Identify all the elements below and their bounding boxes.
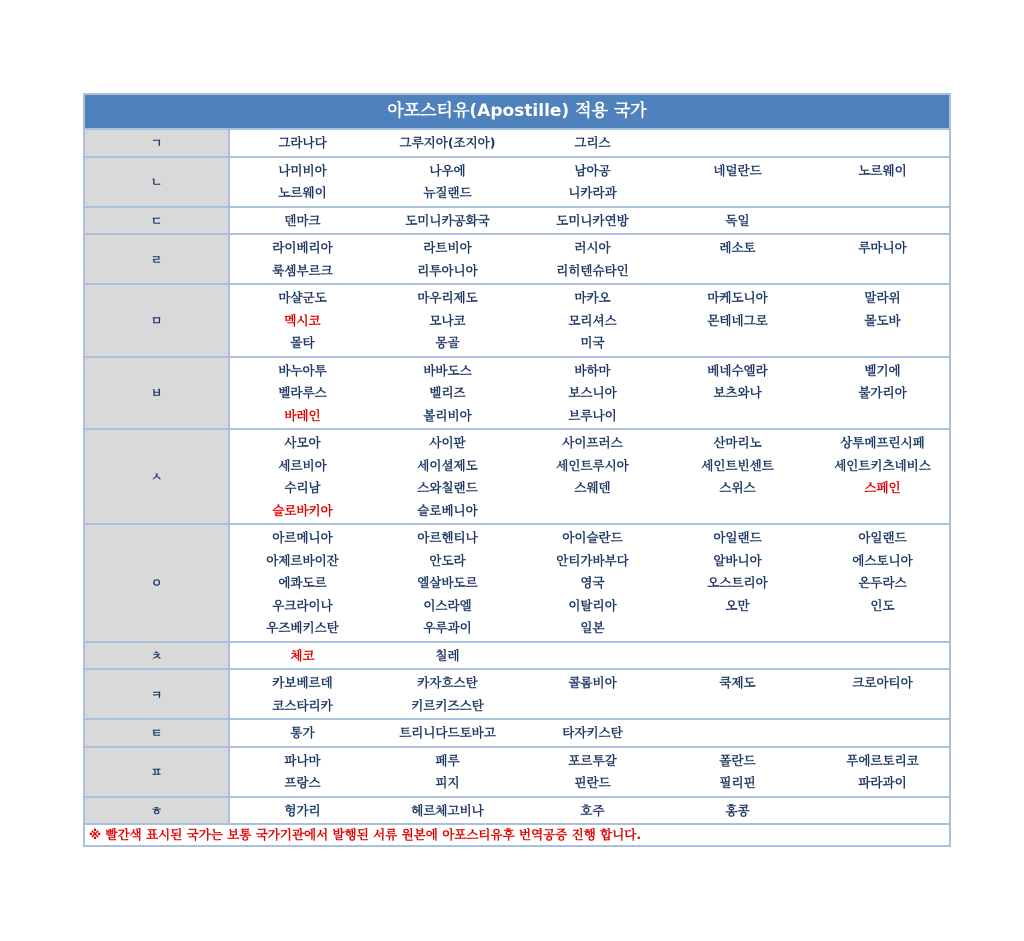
country-name: 프랑스 — [284, 775, 321, 791]
country-name: 크로아티아 — [852, 675, 913, 691]
country-name: 피지 — [435, 775, 460, 791]
country-name: 그라나다 — [278, 135, 327, 151]
country-name: 아일랜드 — [858, 530, 907, 546]
country-line — [230, 431, 955, 454]
country-name: 벨라루스 — [278, 385, 327, 401]
country-name: 일본 — [580, 620, 605, 636]
country-name: 아르헨티나 — [417, 530, 478, 546]
country-name: 리투아니아 — [417, 262, 478, 278]
consonant-label: ㅍ — [85, 748, 230, 796]
footnote: ※ 빨간색 표시된 국가는 보통 국가기관에서 발행된 서류 원본에 아포스티유후 번역공증 진행 합니다. — [89, 827, 642, 842]
country-name: 트리니다드토바고 — [399, 725, 496, 741]
country-name: 헝가리 — [284, 802, 321, 818]
country-name: 모리셔스 — [568, 312, 617, 328]
country-name: 홍콩 — [725, 802, 750, 818]
consonant-label: ㅂ — [85, 358, 230, 429]
country-name: 안티가바부다 — [556, 552, 629, 568]
country-name: 볼리비아 — [423, 407, 472, 423]
country-line — [230, 454, 955, 477]
country-name: 리히텐슈타인 — [556, 262, 629, 278]
country-name: 스와칠랜드 — [417, 480, 478, 496]
country-name: 세인트빈센트 — [701, 457, 774, 473]
country-line — [230, 359, 955, 382]
table-body — [85, 130, 949, 825]
country-line — [230, 571, 955, 594]
country-name: 남아공 — [574, 162, 611, 178]
country-name: 오만 — [725, 597, 750, 613]
country-name: 세인트키츠네비스 — [834, 457, 931, 473]
country-name: 브루나이 — [568, 407, 617, 423]
consonant-group-row — [85, 285, 949, 358]
country-name: 노르웨이 — [858, 162, 907, 178]
country-name: 파라과이 — [858, 775, 907, 791]
country-name: 노르웨이 — [278, 185, 327, 201]
country-line — [230, 159, 955, 182]
consonant-group-row — [85, 643, 949, 671]
country-name: 스웨덴 — [574, 480, 611, 496]
country-name: 몽골 — [435, 335, 460, 351]
country-line — [230, 286, 955, 309]
country-list — [230, 208, 949, 234]
country-list — [230, 643, 949, 669]
consonant-label: ㅎ — [85, 798, 230, 824]
consonant-group-row — [85, 720, 949, 748]
country-line — [230, 694, 955, 717]
country-name: 호주 — [580, 802, 605, 818]
consonant-group-row — [85, 158, 949, 208]
country-name: 라트비아 — [423, 240, 472, 256]
country-name: 엘살바도르 — [417, 575, 478, 591]
country-name: 룩셈부르크 — [272, 262, 333, 278]
consonant-group-row — [85, 798, 949, 826]
country-name: 통가 — [290, 725, 315, 741]
consonant-group-row — [85, 358, 949, 431]
country-name: 우루과이 — [423, 620, 472, 636]
country-name: 오스트리아 — [707, 575, 768, 591]
country-name: 뉴질랜드 — [423, 185, 472, 201]
country-name: 인도 — [870, 597, 895, 613]
consonant-group-row — [85, 430, 949, 525]
country-name: 스위스 — [719, 480, 756, 496]
country-name: 푸에르토리코 — [846, 752, 919, 768]
country-line — [230, 309, 955, 332]
country-line — [230, 799, 949, 822]
country-name: 수리남 — [284, 480, 321, 496]
country-name: 코스타리카 — [272, 697, 333, 713]
country-name: 베네수엘라 — [707, 362, 768, 378]
consonant-label: ㅅ — [85, 430, 230, 523]
consonant-label: ㅊ — [85, 643, 230, 669]
country-name: 이탈리아 — [568, 597, 617, 613]
country-list — [230, 670, 955, 718]
country-name: 상투메프린시페 — [840, 435, 925, 451]
country-name: 그리스 — [574, 135, 611, 151]
country-name: 사이판 — [429, 435, 466, 451]
consonant-group-row — [85, 748, 949, 798]
country-name: 에콰도르 — [278, 575, 327, 591]
country-name-highlighted: 슬로바키아 — [272, 502, 333, 518]
country-line — [230, 476, 955, 499]
country-line — [230, 209, 949, 232]
country-name: 바누아투 — [278, 362, 327, 378]
country-name: 안도라 — [429, 552, 466, 568]
consonant-group-row — [85, 525, 949, 643]
consonant-group-row — [85, 130, 949, 158]
country-list — [230, 130, 949, 156]
country-name: 타자키스탄 — [562, 725, 623, 741]
country-list — [230, 525, 955, 641]
country-name: 키르키즈스탄 — [411, 697, 484, 713]
country-name: 네덜란드 — [713, 162, 762, 178]
consonant-label: ㅋ — [85, 670, 230, 718]
country-name: 말라위 — [864, 290, 901, 306]
country-line — [230, 771, 955, 794]
country-name: 마샬군도 — [278, 290, 327, 306]
consonant-label: ㄹ — [85, 235, 230, 283]
country-name: 아르메니아 — [272, 530, 333, 546]
country-name: 이스라엘 — [423, 597, 472, 613]
country-list — [230, 285, 955, 356]
country-name: 온두라스 — [858, 575, 907, 591]
country-name: 세인트루시아 — [556, 457, 629, 473]
country-name: 카자흐스탄 — [417, 675, 478, 691]
country-name: 마우리제도 — [417, 290, 478, 306]
country-name: 니카라과 — [568, 185, 617, 201]
country-name: 에스토니아 — [852, 552, 913, 568]
country-name: 나미비아 — [278, 162, 327, 178]
country-name-highlighted: 체코 — [290, 647, 315, 663]
country-name: 벨기에 — [864, 362, 901, 378]
country-name: 아제르바이잔 — [266, 552, 339, 568]
country-name: 마카오 — [574, 290, 611, 306]
country-name-highlighted: 멕시코 — [284, 312, 321, 328]
consonant-label: ㅇ — [85, 525, 230, 641]
country-name: 보츠와나 — [713, 385, 762, 401]
country-name: 세르비아 — [278, 457, 327, 473]
country-name: 독일 — [725, 212, 750, 228]
country-line — [230, 549, 955, 572]
country-name: 모나코 — [429, 312, 466, 328]
country-line — [230, 616, 955, 639]
country-name: 헤르체고비나 — [411, 802, 484, 818]
country-name: 레소토 — [719, 240, 756, 256]
country-name-highlighted: 바레인 — [284, 407, 321, 423]
apostille-country-table — [83, 93, 951, 847]
country-name: 카보베르데 — [272, 675, 333, 691]
country-name: 러시아 — [574, 240, 611, 256]
country-line — [230, 131, 949, 154]
country-list — [230, 430, 955, 523]
country-name: 필리핀 — [719, 775, 756, 791]
country-list — [230, 158, 955, 206]
country-name: 아일랜드 — [713, 530, 762, 546]
consonant-group-row — [85, 670, 949, 720]
country-name: 핀란드 — [574, 775, 611, 791]
country-name: 사모아 — [284, 435, 321, 451]
consonant-label: ㅌ — [85, 720, 230, 746]
country-name: 미국 — [580, 335, 605, 351]
country-line — [230, 236, 955, 259]
country-name: 사이프러스 — [562, 435, 623, 451]
country-name: 산마리노 — [713, 435, 762, 451]
country-list — [230, 720, 949, 746]
country-line — [230, 749, 955, 772]
country-name-highlighted: 스페인 — [864, 480, 901, 496]
country-name: 폴란드 — [719, 752, 756, 768]
country-name: 몰도바 — [864, 312, 901, 328]
country-name: 바바도스 — [423, 362, 472, 378]
country-line — [230, 671, 955, 694]
consonant-label: ㅁ — [85, 285, 230, 356]
country-line — [230, 259, 955, 282]
country-name: 몬테네그로 — [707, 312, 768, 328]
consonant-label: ㄱ — [85, 130, 230, 156]
consonant-label: ㄷ — [85, 208, 230, 234]
country-name: 나우에 — [429, 162, 466, 178]
country-name: 우즈베키스탄 — [266, 620, 339, 636]
country-name: 벨리즈 — [429, 385, 466, 401]
country-line — [230, 721, 949, 744]
consonant-group-row — [85, 208, 949, 236]
country-name: 보스니아 — [568, 385, 617, 401]
country-line — [230, 381, 955, 404]
country-name: 바하마 — [574, 362, 611, 378]
country-name: 마케도니아 — [707, 290, 768, 306]
country-name: 파나마 — [284, 752, 321, 768]
country-line — [230, 181, 955, 204]
country-list — [230, 358, 955, 429]
country-name: 영국 — [580, 575, 605, 591]
country-list — [230, 798, 949, 824]
consonant-group-row — [85, 235, 949, 285]
country-line — [230, 331, 955, 354]
country-list — [230, 748, 955, 796]
country-name: 우크라이나 — [272, 597, 333, 613]
country-line — [230, 594, 955, 617]
country-name: 아이슬란드 — [562, 530, 623, 546]
country-name: 콜롬비아 — [568, 675, 617, 691]
table-title: 아포스티유(Apostille) 적용 국가 — [85, 95, 949, 130]
country-line — [230, 526, 955, 549]
country-name: 몰타 — [290, 335, 315, 351]
country-name: 덴마크 — [284, 212, 321, 228]
country-name: 도미니카연방 — [556, 212, 629, 228]
consonant-label: ㄴ — [85, 158, 230, 206]
country-name: 세이셜제도 — [417, 457, 478, 473]
country-line — [230, 644, 949, 667]
country-name: 그루지아(조지아) — [399, 135, 496, 151]
country-name: 도미니카공화국 — [405, 212, 490, 228]
country-name: 페루 — [435, 752, 460, 768]
country-line — [230, 404, 955, 427]
country-line — [230, 499, 955, 522]
country-list — [230, 235, 955, 283]
country-name: 쿡제도 — [719, 675, 756, 691]
country-name: 슬로베니아 — [417, 502, 478, 518]
country-name: 알바니아 — [713, 552, 762, 568]
country-name: 라이베리아 — [272, 240, 333, 256]
country-name: 칠레 — [435, 647, 460, 663]
country-name: 루마니아 — [858, 240, 907, 256]
country-name: 포르투갈 — [568, 752, 617, 768]
country-name: 불가리아 — [858, 385, 907, 401]
